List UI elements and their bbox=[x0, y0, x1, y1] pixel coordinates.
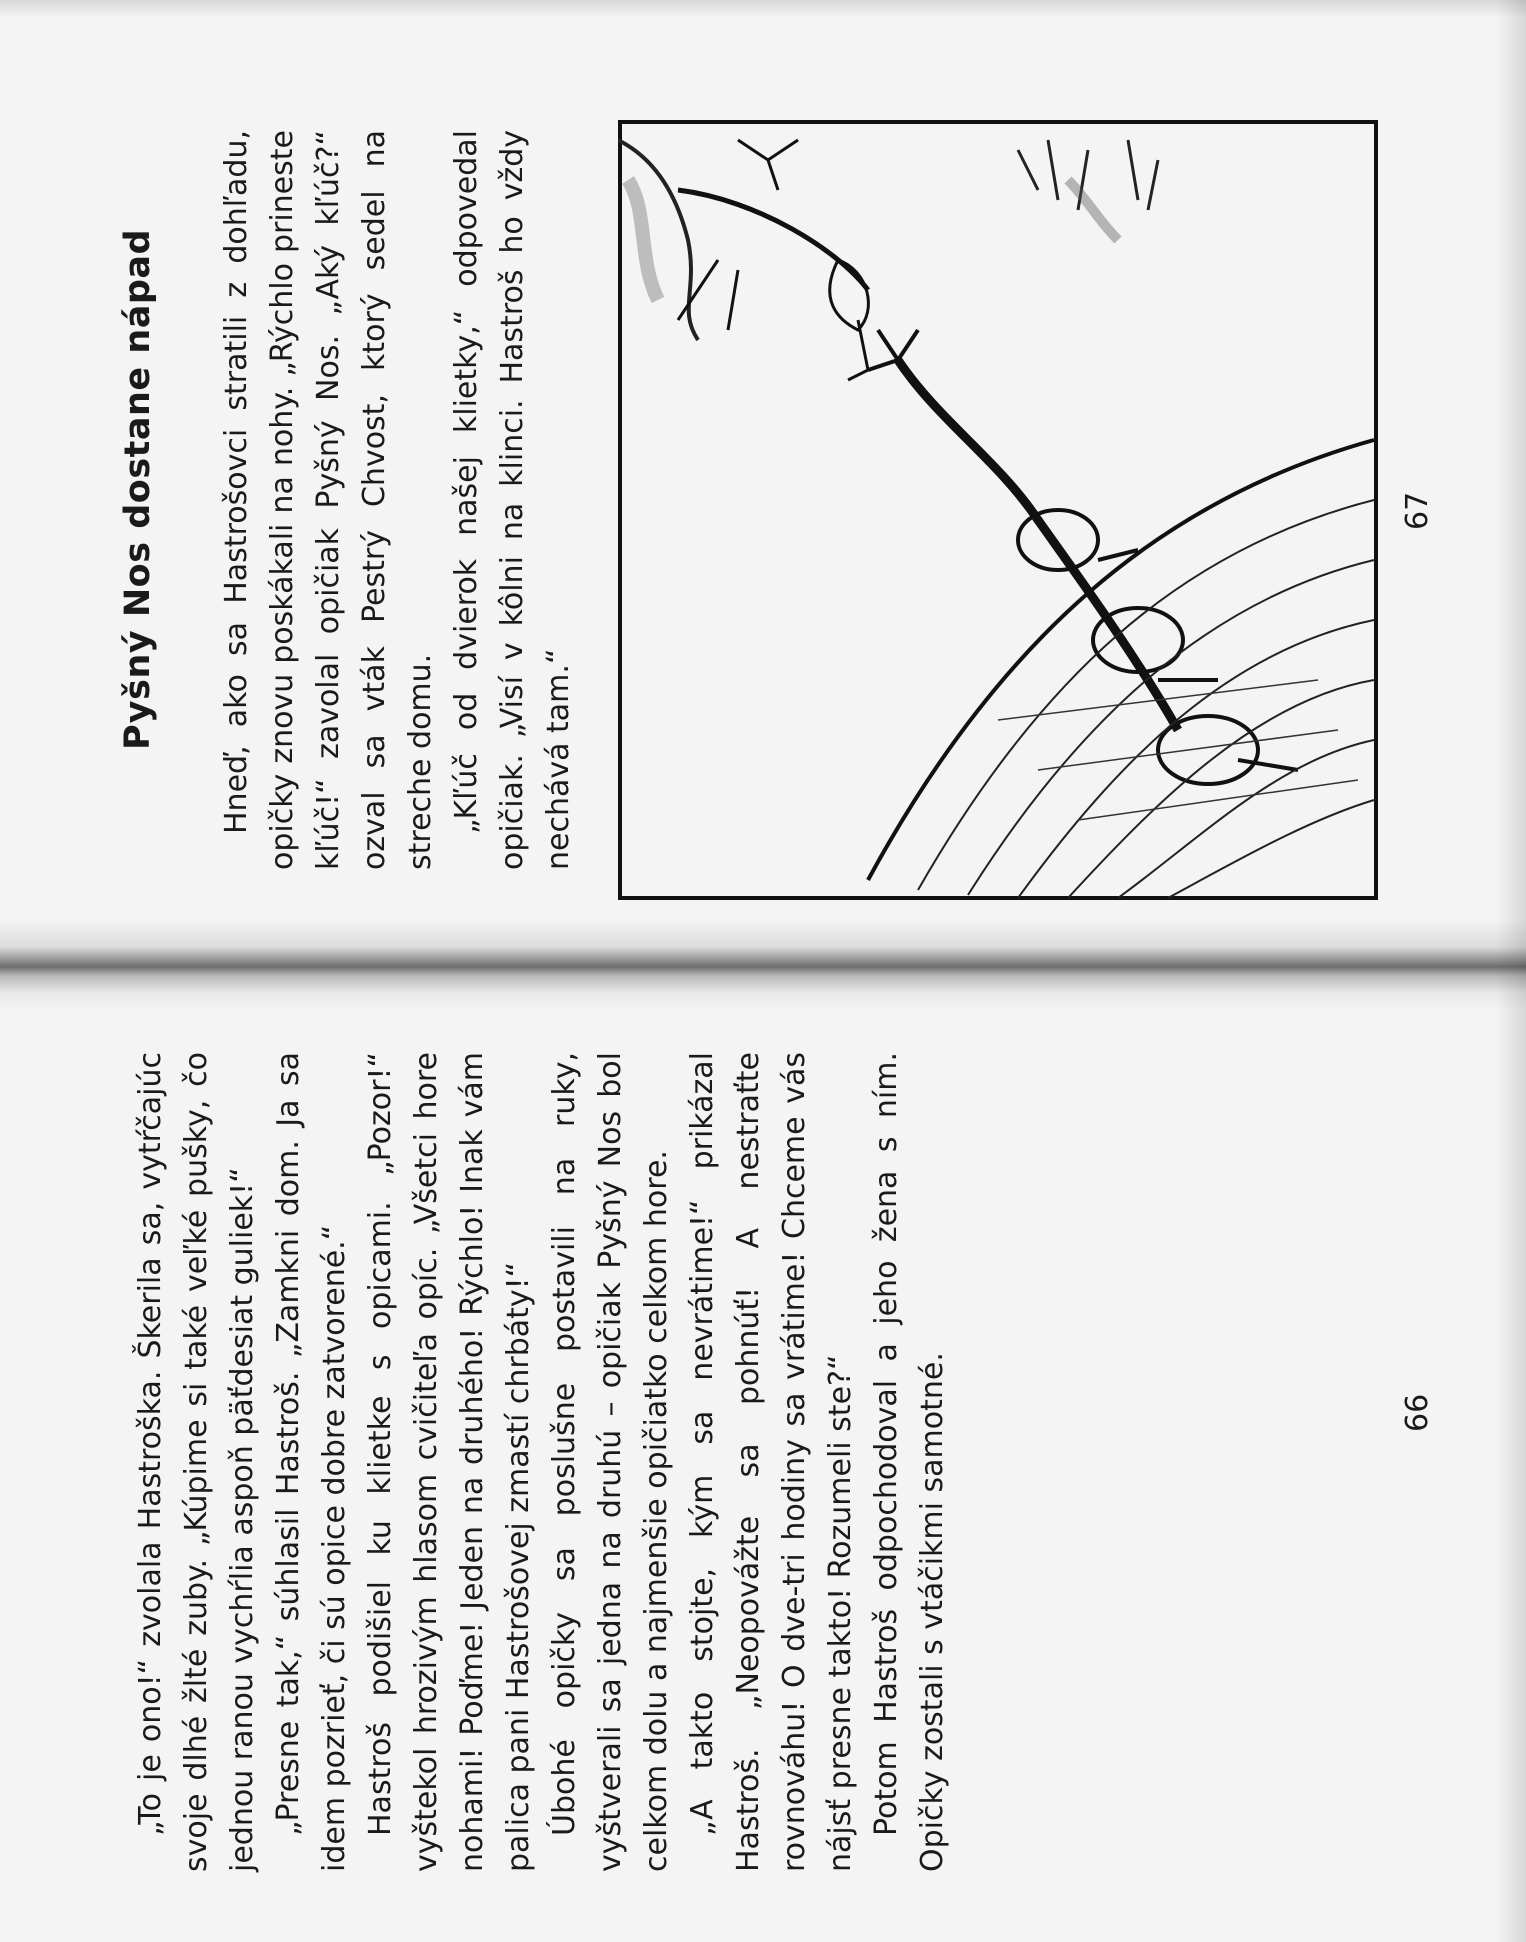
page-number: 67 bbox=[1400, 491, 1435, 530]
paragraph: Hneď, ako sa Hastrošovci stratili z dohľadu, opičky znovu poskákali na nohy. „Rýchlo prineste kľúč!“ zavolal opičiak Pyšný Nos. „Aký kľúč?“ ozval sa vták Pestrý Chvost, ktorý sedel na streche domu. bbox=[219, 130, 438, 870]
page-67-text bbox=[214, 130, 582, 870]
paragraph: „To je ono!“ zvolala Hastroška. Škerila sa, vytŕčajúc svoje dlhé žlté zuby. „Kúpime si také veľké pušky, čo jednou ranou vychŕlia aspoň päťdesiat guliek!“ bbox=[133, 1052, 260, 1872]
paragraph: „A takto stojte, kým sa nevrátime!“ prikázal Hastroš. „Neopovážte sa pohnúť! A nestraťte rovnováhu! O dve-tri hodiny sa vrátime! Chceme vás nájsť presne takto! Rozumeli ste?“ bbox=[685, 1052, 858, 1872]
page-66 bbox=[0, 990, 1526, 1942]
paragraph: Úbohé opičky sa poslušne postavili na ruky, vyštverali sa jedna na druhú – opičiak Pyšný Nos bol celkom dolu a najmenšie opičiatko celkom hore. bbox=[547, 1052, 674, 1872]
page-edge-shadow bbox=[1496, 0, 1526, 1942]
paragraph: Potom Hastroš odpochodoval a jeho žena s ním. Opičky zostali s vtáčikmi samotné. bbox=[869, 1052, 950, 1872]
bird-and-monkeys-illustration-icon bbox=[618, 120, 1378, 900]
paragraph: Hastroš podišiel ku klietke s opicami. „Pozor!“ vyštekol hrozivým hlasom cvičiteľa opíc. „Všetci hore nohami! Poďme! Jeden na druhého! Rýchlo! Inak vám palica pani Hastrošovej zmastí chrbáty!“ bbox=[363, 1052, 536, 1872]
paragraph: „Presne tak,“ súhlasil Hastroš. „Zamkni dom. Ja sa idem pozrieť, či sú opice dobre zatvorené.“ bbox=[271, 1052, 352, 1872]
chapter-title: Pyšný Nos dostane nápad bbox=[118, 228, 158, 750]
paragraph: „Kľúč od dvierok našej klietky,“ odpovedal opičiak. „Visí v kôlni na klinci. Hastroš ho vždy nechává tam.“ bbox=[449, 130, 576, 870]
book-gutter-shadow bbox=[0, 920, 1526, 1010]
page-number: 66 bbox=[1400, 1393, 1435, 1432]
page-66-text bbox=[128, 1052, 956, 1872]
